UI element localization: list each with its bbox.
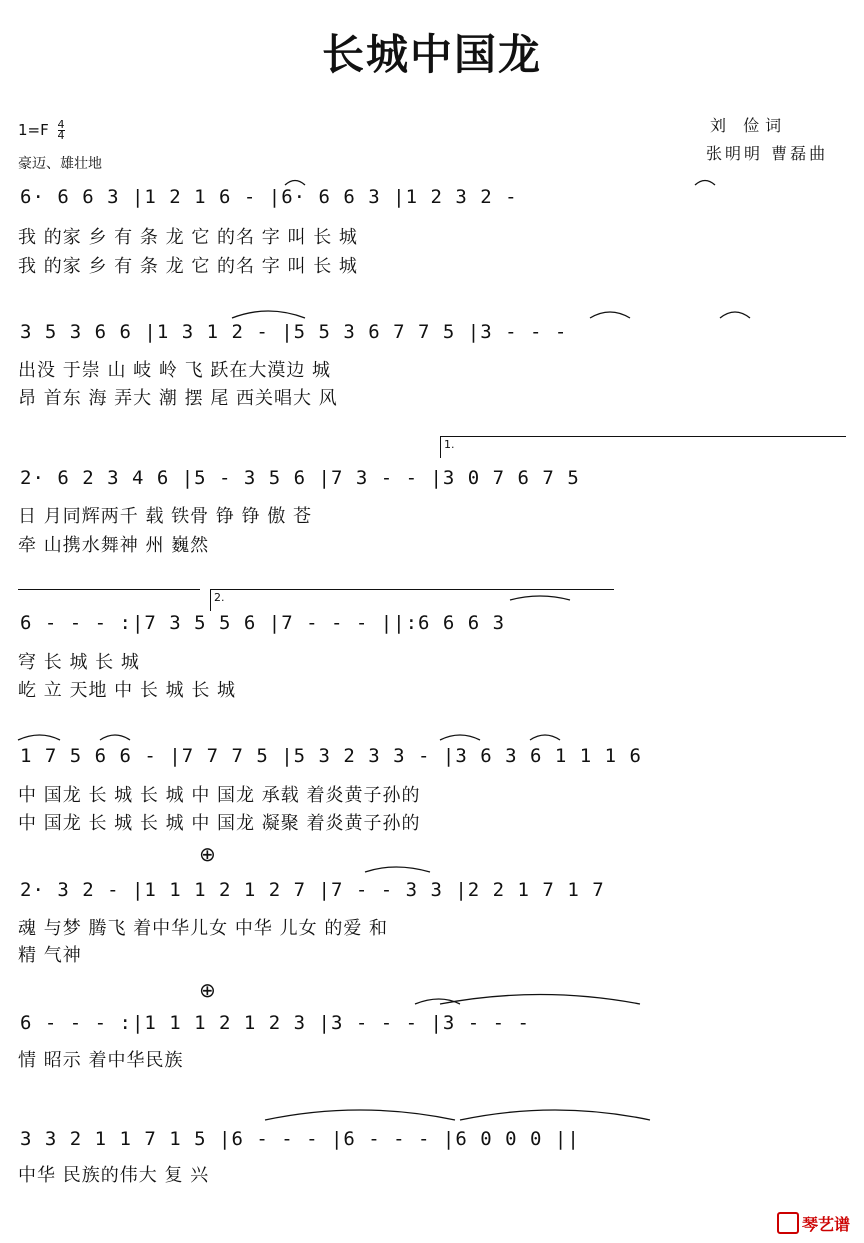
volta-1-label: 1. — [444, 438, 455, 451]
notation-line-3: 2· 6 2 3 4 6 |5 - 3 5 6 |7 3 - - |3 0 7 6 7 5 — [20, 467, 580, 489]
notation-line-4: 6 - - - :|7 3 5 5 6 |7 - - - ||:6 6 6 3 — [20, 612, 506, 634]
key-label: 1=F — [18, 121, 49, 139]
slur-12 — [415, 999, 460, 1004]
slur-5 — [720, 312, 750, 318]
key-signature — [18, 120, 65, 141]
notation-line-2: 3 5 3 6 6 |1 3 1 2 - |5 5 3 6 7 7 5 |3 - - - — [20, 321, 568, 343]
segno-sign-1: ⊕ — [199, 842, 216, 866]
volta-2-label: 2. — [214, 591, 225, 604]
segno-sign-2: ⊕ — [199, 978, 216, 1002]
slur-4 — [590, 312, 630, 318]
volta-1-hook — [440, 436, 441, 458]
time-signature-top: 4 — [57, 118, 65, 131]
lyric-line-1a: 我 的家 乡 有 条 龙 它 的名 字 叫 长 城 — [18, 227, 358, 248]
slur-6 — [510, 596, 570, 600]
composer-credit: 张明明 曹磊曲 — [706, 144, 829, 163]
lyricist-credit: 刘 俭词 — [710, 116, 788, 135]
lyric-line-4a: 穹 长 城 长 城 — [18, 652, 140, 673]
lyric-line-3a: 日 月同辉两千 载 铁骨 铮 铮 傲 苍 — [18, 506, 313, 527]
notation-line-1: 6· 6 6 3 |1 2 1 6 - |6· 6 6 3 |1 2 3 2 - — [20, 186, 518, 208]
notation-line-5: 1 7 5 6 6 - |7 7 7 5 |5 3 2 3 3 - |3 6 3 6 1 1 1 6 — [20, 745, 642, 767]
watermark-text: 琴艺谱 — [801, 1215, 850, 1234]
volta-1-bracket — [440, 436, 846, 437]
time-signature-bottom: 4 — [57, 129, 65, 142]
lyric-line-2b: 昂 首东 海 弄大 潮 摆 尾 西关唱大 风 — [18, 388, 338, 409]
logo-icon — [777, 1212, 799, 1234]
slur-7 — [18, 735, 60, 740]
lyric-line-8: 中华 民族的伟大 复 兴 — [18, 1165, 210, 1186]
slur-10 — [530, 735, 560, 740]
notation-line-8: 3 3 2 1 1 7 1 5 |6 - - - |6 - - - |6 0 0 0 || — [20, 1128, 580, 1150]
watermark-logo — [777, 1212, 850, 1235]
slur-9 — [440, 735, 480, 740]
volta-2-bracket — [210, 589, 614, 590]
slur-15 — [460, 1110, 650, 1120]
slur-8 — [100, 735, 130, 740]
lyric-line-5b: 中 国龙 长 城 长 城 中 国龙 凝聚 着炎黄子孙的 — [18, 813, 421, 834]
lyric-line-3b: 牵 山携水舞神 州 巍然 — [18, 535, 210, 556]
notation-line-6: 2· 3 2 - |1 1 1 2 1 2 7 |7 - - 3 3 |2 2 1 7 1 7 — [20, 879, 605, 901]
slur-11 — [365, 867, 430, 872]
tempo-marking: 豪迈、雄壮地 — [18, 156, 102, 172]
slur-1 — [285, 181, 305, 186]
slur-14 — [265, 1110, 455, 1120]
slur-2 — [695, 181, 715, 186]
lyric-line-2a: 出没 于崇 山 岐 岭 飞 跃在大漠边 城 — [18, 360, 332, 381]
volta-2-hook — [210, 589, 211, 611]
lyric-line-4b: 屹 立 天地 中 长 城 长 城 — [18, 680, 237, 701]
lyric-line-7: 情 昭示 着中华民族 — [18, 1050, 184, 1071]
slur-3 — [232, 311, 305, 318]
notation-line-7: 6 - - - :|1 1 1 2 1 2 3 |3 - - - |3 - - - — [20, 1012, 530, 1034]
slur-13 — [440, 995, 640, 1005]
lyric-line-6b: 精 气神 — [18, 945, 82, 966]
page-title: 长城中国龙 — [321, 30, 542, 79]
lyric-line-6a: 魂 与梦 腾飞 着中华儿女 中华 儿女 的爱 和 — [18, 918, 389, 939]
lyric-line-1b: 我 的家 乡 有 条 龙 它 的名 字 叫 长 城 — [18, 256, 358, 277]
lyric-line-5a: 中 国龙 长 城 长 城 中 国龙 承载 着炎黄子孙的 — [18, 785, 421, 806]
volta-1-bracket-cont — [18, 589, 200, 590]
